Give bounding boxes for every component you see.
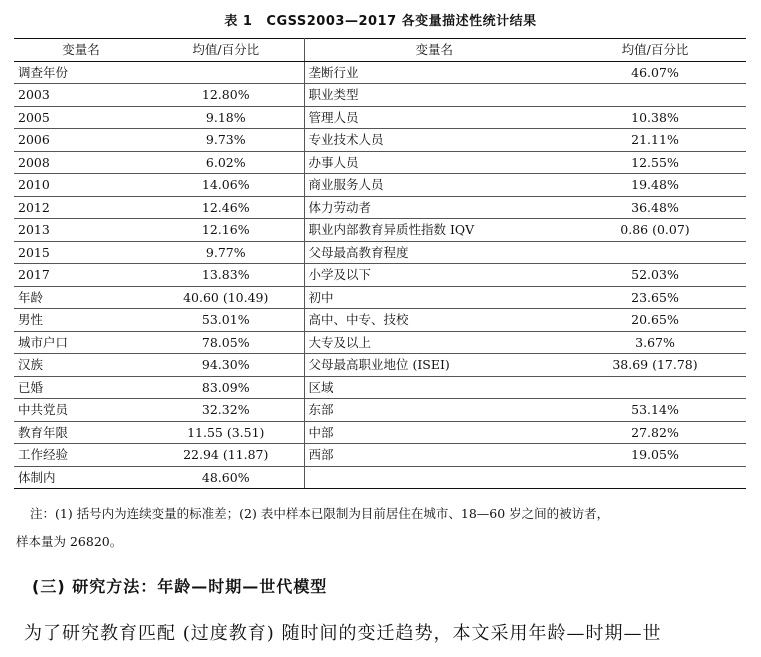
variable-name: 2017 xyxy=(14,264,148,287)
variable-value: 21.11% xyxy=(564,129,746,152)
variable-value xyxy=(564,84,746,107)
variable-name: 教育年限 xyxy=(14,421,148,444)
variable-name: 已婚 xyxy=(14,376,148,399)
variable-value xyxy=(564,241,746,264)
variable-name: 专业技术人员 xyxy=(304,129,564,152)
variable-value: 19.48% xyxy=(564,174,746,197)
variable-value: 0.86 (0.07) xyxy=(564,219,746,242)
variable-value: 12.46% xyxy=(148,196,304,219)
variable-name: 年龄 xyxy=(14,286,148,309)
variable-value: 32.32% xyxy=(148,399,304,422)
variable-name: 2012 xyxy=(14,196,148,219)
variable-value: 13.83% xyxy=(148,264,304,287)
variable-name: 2006 xyxy=(14,129,148,152)
variable-value: 48.60% xyxy=(148,466,304,489)
variable-value: 9.77% xyxy=(148,241,304,264)
variable-value: 36.48% xyxy=(564,196,746,219)
variable-value: 10.38% xyxy=(564,106,746,129)
variable-value: 94.30% xyxy=(148,354,304,377)
variable-name: 2015 xyxy=(14,241,148,264)
variable-value: 53.01% xyxy=(148,309,304,332)
table-row xyxy=(14,151,746,174)
table-row xyxy=(14,264,746,287)
variable-name: 办事人员 xyxy=(304,151,564,174)
variable-name: 2008 xyxy=(14,151,148,174)
table-note xyxy=(16,500,746,556)
variable-name: 管理人员 xyxy=(304,106,564,129)
table-caption: CGSS2003—2017 各变量描述性统计结果 xyxy=(266,14,537,29)
variable-name: 初中 xyxy=(304,286,564,309)
variable-value: 14.06% xyxy=(148,174,304,197)
table-row xyxy=(14,309,746,332)
note-line-1: 注：(1) 括号内为连续变量的标准差；(2) 表中样本已限制为目前居住在城市、18—60 岁之间的被访者， xyxy=(30,506,610,521)
descriptive-statistics-table xyxy=(14,38,746,489)
variable-name: 中部 xyxy=(304,421,564,444)
body-paragraph: 为了研究教育匹配 (过度教育) 随时间的变迁趋势，本文采用年龄—时期—世 xyxy=(24,623,662,644)
variable-value: 23.65% xyxy=(564,286,746,309)
variable-name: 调查年份 xyxy=(14,61,148,84)
variable-name: 汉族 xyxy=(14,354,148,377)
note-line-2: 样本量为 26820。 xyxy=(16,534,123,549)
table-number: 表 1 xyxy=(224,14,253,29)
variable-value: 83.09% xyxy=(148,376,304,399)
header-variable-left: 变量名 xyxy=(14,39,148,62)
table-row xyxy=(14,466,746,489)
variable-name xyxy=(304,466,564,489)
variable-value: 19.05% xyxy=(564,444,746,467)
variable-value: 11.55 (3.51) xyxy=(148,421,304,444)
table-row xyxy=(14,444,746,467)
variable-value xyxy=(564,466,746,489)
variable-name: 城市户口 xyxy=(14,331,148,354)
table-row xyxy=(14,61,746,84)
variable-value: 12.16% xyxy=(148,219,304,242)
variable-name: 职业内部教育异质性指数 IQV xyxy=(304,219,564,242)
variable-name: 体力劳动者 xyxy=(304,196,564,219)
table-row xyxy=(14,106,746,129)
variable-value: 12.80% xyxy=(148,84,304,107)
table-row xyxy=(14,286,746,309)
variable-name: 高中、中专、技校 xyxy=(304,309,564,332)
header-variable-right: 变量名 xyxy=(304,39,564,62)
variable-name: 西部 xyxy=(304,444,564,467)
table-row xyxy=(14,174,746,197)
variable-name: 2013 xyxy=(14,219,148,242)
variable-name: 东部 xyxy=(304,399,564,422)
table-row xyxy=(14,129,746,152)
table-row xyxy=(14,196,746,219)
variable-value: 40.60 (10.49) xyxy=(148,286,304,309)
variable-value: 20.65% xyxy=(564,309,746,332)
variable-name: 父母最高教育程度 xyxy=(304,241,564,264)
variable-name: 商业服务人员 xyxy=(304,174,564,197)
variable-name: 区域 xyxy=(304,376,564,399)
variable-name: 中共党员 xyxy=(14,399,148,422)
header-mean-left: 均值/百分比 xyxy=(148,39,304,62)
variable-name: 职业类型 xyxy=(304,84,564,107)
variable-value: 27.82% xyxy=(564,421,746,444)
header-mean-right: 均值/百分比 xyxy=(564,39,746,62)
variable-name: 2005 xyxy=(14,106,148,129)
variable-value: 12.55% xyxy=(564,151,746,174)
table-row xyxy=(14,219,746,242)
table-row xyxy=(14,421,746,444)
variable-name: 大专及以上 xyxy=(304,331,564,354)
variable-name: 体制内 xyxy=(14,466,148,489)
table-header-row xyxy=(14,39,746,62)
table-row xyxy=(14,354,746,377)
variable-value: 52.03% xyxy=(564,264,746,287)
variable-name: 小学及以下 xyxy=(304,264,564,287)
variable-name: 2003 xyxy=(14,84,148,107)
variable-name: 工作经验 xyxy=(14,444,148,467)
variable-name: 2010 xyxy=(14,174,148,197)
table-title xyxy=(0,10,761,29)
variable-value xyxy=(148,61,304,84)
variable-name: 父母最高职业地位 (ISEI) xyxy=(304,354,564,377)
variable-value xyxy=(564,376,746,399)
variable-value: 6.02% xyxy=(148,151,304,174)
variable-value: 53.14% xyxy=(564,399,746,422)
variable-name: 男性 xyxy=(14,309,148,332)
variable-name: 垄断行业 xyxy=(304,61,564,84)
variable-value: 78.05% xyxy=(148,331,304,354)
table-row xyxy=(14,241,746,264)
variable-value: 9.18% xyxy=(148,106,304,129)
table-row xyxy=(14,376,746,399)
section-heading: (三) 研究方法：年龄—时期—世代模型 xyxy=(32,577,328,596)
variable-value: 22.94 (11.87) xyxy=(148,444,304,467)
variable-value: 9.73% xyxy=(148,129,304,152)
table-row xyxy=(14,331,746,354)
variable-value: 38.69 (17.78) xyxy=(564,354,746,377)
table-row xyxy=(14,399,746,422)
variable-value: 3.67% xyxy=(564,331,746,354)
table-row xyxy=(14,84,746,107)
variable-value: 46.07% xyxy=(564,61,746,84)
